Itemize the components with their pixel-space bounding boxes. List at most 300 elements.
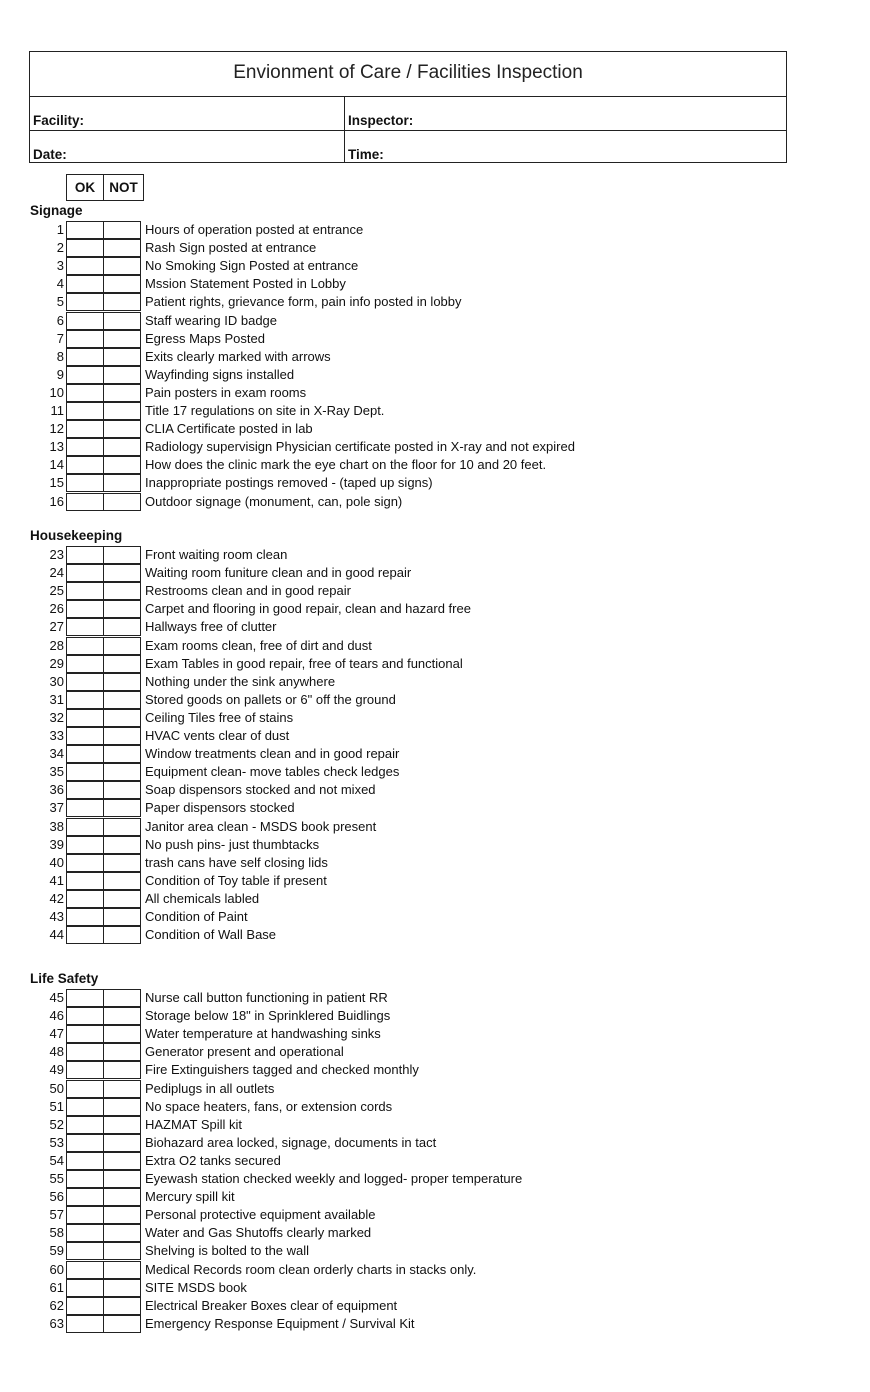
checklist-row — [0, 781, 870, 799]
checklist-row — [0, 456, 870, 474]
item-text: Exits clearly marked with arrows — [145, 348, 331, 364]
item-number: 62 — [49, 1297, 64, 1313]
ok-checkbox[interactable] — [66, 1206, 104, 1224]
checklist-row — [0, 818, 870, 836]
checklist-row — [0, 1152, 870, 1170]
not-checkbox[interactable] — [103, 908, 141, 926]
ok-checkbox[interactable] — [66, 564, 104, 582]
ok-checkbox[interactable] — [66, 384, 104, 402]
not-checkbox[interactable] — [103, 564, 141, 582]
item-text: Staff wearing ID badge — [145, 312, 278, 328]
ok-checkbox[interactable] — [66, 989, 104, 1007]
item-number: 10 — [49, 384, 64, 400]
item-text: Hours of operation posted at entrance — [145, 222, 364, 237]
checklist-row — [0, 989, 870, 1007]
checklist-row — [0, 312, 870, 330]
item-number: 45 — [49, 990, 64, 1005]
item-number: 48 — [49, 1044, 64, 1060]
ok-checkbox[interactable] — [66, 493, 104, 511]
not-checkbox[interactable] — [103, 600, 141, 618]
item-text: Water temperature at handwashing sinks — [145, 1026, 381, 1042]
item-number: 4 — [56, 276, 64, 292]
checklist-row — [0, 745, 870, 763]
checklist-row — [0, 582, 870, 600]
date-label: Date: — [33, 147, 67, 162]
item-text: Carpet and flooring in good repair, clean and hazard free — [145, 601, 471, 617]
ok-checkbox[interactable] — [66, 727, 104, 745]
item-text: Storage below 18" in Sprinklered Buidlings — [145, 1008, 391, 1024]
checklist-row — [0, 763, 870, 781]
checklist-row — [0, 420, 870, 438]
ok-checkbox[interactable] — [66, 438, 104, 456]
item-number: 52 — [49, 1116, 64, 1132]
ok-checkbox[interactable] — [66, 1007, 104, 1025]
item-text: Egress Maps Posted — [145, 330, 265, 346]
ok-checkbox[interactable] — [66, 600, 104, 618]
item-text: No push pins- just thumbtacks — [145, 836, 320, 852]
ok-checkbox[interactable] — [66, 366, 104, 384]
ok-checkbox[interactable] — [66, 836, 104, 854]
not-checkbox[interactable] — [103, 890, 141, 908]
item-text: Fire Extinguishers tagged and checked monthly — [145, 1062, 419, 1078]
item-text: CLIA Certificate posted in lab — [145, 421, 313, 437]
not-checkbox[interactable] — [103, 836, 141, 854]
item-number: 49 — [49, 1062, 64, 1078]
checklist-row — [0, 1025, 870, 1043]
ok-checkbox[interactable] — [66, 1043, 104, 1061]
checklist-row — [0, 673, 870, 691]
checklist-row — [0, 1098, 870, 1116]
item-text: Emergency Response Equipment / Survival Kit — [145, 1315, 415, 1331]
item-number: 23 — [49, 547, 64, 562]
item-text: Paper dispensors stocked — [145, 800, 295, 816]
item-number: 35 — [49, 764, 64, 780]
not-checkbox[interactable] — [103, 312, 141, 330]
item-text: Electrical Breaker Boxes clear of equipment — [145, 1297, 398, 1313]
not-checkbox[interactable] — [103, 546, 141, 564]
item-number: 38 — [49, 818, 64, 834]
item-number: 55 — [49, 1171, 64, 1186]
item-text: Nurse call button functioning in patient RR — [145, 990, 388, 1005]
item-number: 54 — [49, 1152, 64, 1168]
checklist-row — [0, 872, 870, 890]
header-column-divider — [344, 96, 345, 162]
item-text: No space heaters, fans, or extension cords — [145, 1098, 393, 1114]
item-text: HVAC vents clear of dust — [145, 728, 290, 743]
not-checkbox[interactable] — [103, 799, 141, 817]
not-checkbox[interactable] — [103, 763, 141, 781]
item-number: 12 — [49, 421, 64, 437]
checklist-row — [0, 384, 870, 402]
item-text: Water and Gas Shutoffs clearly marked — [145, 1225, 372, 1241]
not-checkbox[interactable] — [103, 691, 141, 709]
item-number: 3 — [56, 258, 64, 274]
checklist-row — [0, 257, 870, 275]
ok-checkbox[interactable] — [66, 293, 104, 311]
not-checkbox[interactable] — [103, 818, 141, 836]
item-text: Condition of Paint — [145, 909, 248, 924]
inspector-label: Inspector: — [348, 113, 414, 128]
ok-checkbox[interactable] — [66, 1297, 104, 1315]
checklist-row — [0, 1116, 870, 1134]
item-number: 61 — [49, 1279, 64, 1295]
not-checkbox[interactable] — [103, 257, 141, 275]
item-text: trash cans have self closing lids — [145, 854, 328, 870]
form-title: Envionment of Care / Facilities Inspection — [233, 62, 583, 83]
item-number: 56 — [49, 1189, 64, 1205]
item-text: Mssion Statement Posted in Lobby — [145, 276, 346, 292]
checklist-row — [0, 1261, 870, 1279]
item-text: Pain posters in exam rooms — [145, 384, 307, 400]
ok-checkbox[interactable] — [66, 1170, 104, 1188]
not-checkbox[interactable] — [103, 420, 141, 438]
item-number: 14 — [49, 457, 64, 473]
item-number: 63 — [49, 1315, 64, 1331]
item-text: Biohazard area locked, signage, documents in tact — [145, 1134, 437, 1150]
not-checkbox[interactable] — [103, 1025, 141, 1043]
time-label: Time: — [348, 147, 384, 162]
ok-checkbox[interactable] — [66, 745, 104, 763]
item-number: 2 — [56, 240, 64, 256]
item-number: 16 — [49, 493, 64, 509]
item-number: 33 — [49, 728, 64, 743]
checklist-row — [0, 546, 870, 564]
item-text: Mercury spill kit — [145, 1189, 235, 1205]
item-text: HAZMAT Spill kit — [145, 1116, 243, 1132]
item-text: Outdoor signage (monument, can, pole sign) — [145, 493, 403, 509]
not-checkbox[interactable] — [103, 275, 141, 293]
ok-checkbox[interactable] — [66, 763, 104, 781]
not-checkbox[interactable] — [103, 1279, 141, 1297]
checklist-row — [0, 1279, 870, 1297]
item-text: Rash Sign posted at entrance — [145, 240, 317, 256]
checklist-row — [0, 618, 870, 636]
section-title: Life Safety — [30, 971, 99, 986]
not-checkbox[interactable] — [103, 1098, 141, 1116]
ok-checkbox[interactable] — [66, 799, 104, 817]
ok-checkbox[interactable] — [66, 781, 104, 799]
checklist-row — [0, 1297, 870, 1315]
not-checkbox[interactable] — [103, 781, 141, 799]
item-number: 47 — [49, 1026, 64, 1042]
item-number: 6 — [56, 312, 64, 328]
not-checkbox[interactable] — [103, 1297, 141, 1315]
item-number: 36 — [49, 782, 64, 798]
checklist-row — [0, 348, 870, 366]
checklist-row — [0, 1206, 870, 1224]
item-number: 34 — [49, 746, 64, 762]
not-checkbox[interactable] — [103, 989, 141, 1007]
checklist-row — [0, 655, 870, 673]
item-text: Ceiling Tiles free of stains — [145, 709, 294, 725]
ok-checkbox[interactable] — [66, 872, 104, 890]
not-checkbox[interactable] — [103, 384, 141, 402]
not-checkbox[interactable] — [103, 673, 141, 691]
item-text: Equipment clean- move tables check ledges — [145, 764, 400, 780]
item-number: 30 — [49, 673, 64, 689]
checklist-row — [0, 438, 870, 456]
not-checkbox[interactable] — [103, 926, 141, 944]
ok-checkbox[interactable] — [66, 1098, 104, 1116]
ok-checkbox[interactable] — [66, 312, 104, 330]
item-text: How does the clinic mark the eye chart on the floor for 10 and 20 feet. — [145, 457, 547, 473]
item-number: 28 — [49, 637, 64, 653]
item-text: Soap dispensors stocked and not mixed — [145, 782, 376, 798]
ok-checkbox[interactable] — [66, 1134, 104, 1152]
ok-column-header: OK — [67, 175, 104, 200]
checklist-row — [0, 275, 870, 293]
checklist-row — [0, 1315, 870, 1333]
item-number: 24 — [49, 565, 64, 581]
item-text: Condition of Wall Base — [145, 927, 277, 943]
ok-checkbox[interactable] — [66, 474, 104, 492]
checklist-row — [0, 691, 870, 709]
checklist-row — [0, 727, 870, 745]
checklist-row — [0, 1080, 870, 1098]
checklist-row — [0, 600, 870, 618]
ok-checkbox[interactable] — [66, 330, 104, 348]
ok-checkbox[interactable] — [66, 239, 104, 257]
item-text: Wayfinding signs installed — [145, 366, 295, 382]
not-checkbox[interactable] — [103, 366, 141, 384]
form-header — [29, 51, 787, 163]
not-checkbox[interactable] — [103, 474, 141, 492]
checklist-row — [0, 1188, 870, 1206]
checklist-row — [0, 1061, 870, 1079]
ok-checkbox[interactable] — [66, 1279, 104, 1297]
not-checkbox[interactable] — [103, 709, 141, 727]
ok-checkbox[interactable] — [66, 1242, 104, 1260]
item-number: 15 — [49, 475, 64, 491]
ok-checkbox[interactable] — [66, 908, 104, 926]
ok-checkbox[interactable] — [66, 1080, 104, 1098]
not-checkbox[interactable] — [103, 637, 141, 655]
item-number: 29 — [49, 655, 64, 671]
item-text: Radiology supervisign Physician certificate posted in X-ray and not expired — [145, 439, 575, 455]
checklist-row — [0, 926, 870, 944]
item-text: Nothing under the sink anywhere — [145, 673, 336, 689]
item-text: Exam rooms clean, free of dirt and dust — [145, 637, 372, 653]
not-checkbox[interactable] — [103, 1152, 141, 1170]
not-checkbox[interactable] — [103, 348, 141, 366]
not-checkbox[interactable] — [103, 727, 141, 745]
item-text: All chemicals labled — [145, 890, 260, 906]
item-number: 41 — [49, 872, 64, 888]
item-number: 37 — [49, 800, 64, 816]
checklist-row — [0, 493, 870, 511]
not-checkbox[interactable] — [103, 582, 141, 600]
checklist-row — [0, 366, 870, 384]
not-checkbox[interactable] — [103, 1261, 141, 1279]
not-checkbox[interactable] — [103, 239, 141, 257]
item-number: 58 — [49, 1225, 64, 1241]
item-number: 11 — [50, 403, 64, 418]
ok-checkbox[interactable] — [66, 854, 104, 872]
checklist-row — [0, 637, 870, 655]
not-checkbox[interactable] — [103, 1206, 141, 1224]
not-checkbox[interactable] — [103, 293, 141, 311]
item-text: Restrooms clean and in good repair — [145, 583, 351, 599]
not-checkbox[interactable] — [103, 854, 141, 872]
item-number: 57 — [49, 1207, 64, 1223]
ok-checkbox[interactable] — [66, 348, 104, 366]
checklist-row — [0, 890, 870, 908]
not-checkbox[interactable] — [103, 745, 141, 763]
checklist-row — [0, 239, 870, 257]
not-checkbox[interactable] — [103, 1242, 141, 1260]
item-number: 9 — [56, 366, 64, 382]
facility-label: Facility: — [33, 113, 85, 128]
ok-checkbox[interactable] — [66, 257, 104, 275]
item-number: 13 — [49, 439, 64, 455]
ok-checkbox[interactable] — [66, 1152, 104, 1170]
not-checkbox[interactable] — [103, 618, 141, 636]
section-title: Signage — [30, 203, 83, 218]
item-text: Condition of Toy table if present — [145, 872, 327, 888]
item-text: Janitor area clean - MSDS book present — [145, 818, 377, 834]
item-number: 46 — [49, 1008, 64, 1024]
item-text: Medical Records room clean orderly charts in stacks only. — [145, 1261, 477, 1277]
checklist-row — [0, 908, 870, 926]
ok-checkbox[interactable] — [66, 637, 104, 655]
item-number: 32 — [49, 709, 64, 725]
item-text: Window treatments clean and in good repair — [145, 746, 400, 762]
checklist-row — [0, 709, 870, 727]
item-number: 50 — [49, 1080, 64, 1096]
header-divider — [30, 130, 786, 131]
ok-checkbox[interactable] — [66, 420, 104, 438]
not-checkbox[interactable] — [103, 438, 141, 456]
not-checkbox[interactable] — [103, 872, 141, 890]
item-number: 31 — [49, 691, 64, 707]
ok-checkbox[interactable] — [66, 926, 104, 944]
checklist-row — [0, 564, 870, 582]
not-checkbox[interactable] — [103, 493, 141, 511]
item-text: Generator present and operational — [145, 1044, 344, 1060]
item-text: Shelving is bolted to the wall — [145, 1243, 310, 1259]
checklist-row — [0, 330, 870, 348]
checklist-row — [0, 1134, 870, 1152]
ok-checkbox[interactable] — [66, 691, 104, 709]
not-checkbox[interactable] — [103, 1315, 141, 1333]
ok-checkbox[interactable] — [66, 818, 104, 836]
not-checkbox[interactable] — [103, 330, 141, 348]
item-text: Waiting room funiture clean and in good repair — [145, 565, 412, 581]
ok-checkbox[interactable] — [66, 221, 104, 239]
item-text: Front waiting room clean — [145, 547, 288, 562]
not-checkbox[interactable] — [103, 1080, 141, 1098]
item-number: 39 — [49, 836, 64, 852]
item-text: Inappropriate postings removed - (taped up signs) — [145, 475, 433, 491]
ok-checkbox[interactable] — [66, 890, 104, 908]
not-checkbox[interactable] — [103, 1061, 141, 1079]
not-checkbox[interactable] — [103, 1116, 141, 1134]
ok-checkbox[interactable] — [66, 546, 104, 564]
item-number: 51 — [49, 1098, 64, 1114]
item-number: 8 — [56, 348, 64, 364]
item-text: Pediplugs in all outlets — [145, 1080, 275, 1096]
not-column-header: NOT — [109, 180, 138, 195]
column-headers — [66, 174, 144, 201]
ok-checkbox[interactable] — [66, 655, 104, 673]
item-text: No Smoking Sign Posted at entrance — [145, 258, 359, 274]
item-number: 25 — [49, 583, 64, 599]
ok-checkbox[interactable] — [66, 1116, 104, 1134]
item-number: 60 — [49, 1261, 64, 1277]
ok-checkbox[interactable] — [66, 582, 104, 600]
ok-checkbox[interactable] — [66, 673, 104, 691]
item-number: 53 — [49, 1134, 64, 1150]
not-checkbox[interactable] — [103, 1007, 141, 1025]
checklist-row — [0, 1170, 870, 1188]
ok-checkbox[interactable] — [66, 456, 104, 474]
checklist-row — [0, 293, 870, 311]
checklist-row — [0, 1242, 870, 1260]
ok-checkbox[interactable] — [66, 275, 104, 293]
ok-checkbox[interactable] — [66, 402, 104, 420]
not-checkbox[interactable] — [103, 221, 141, 239]
ok-checkbox[interactable] — [66, 618, 104, 636]
ok-checkbox[interactable] — [66, 1025, 104, 1043]
item-text: Stored goods on pallets or 6" off the ground — [145, 691, 396, 707]
checklist-row — [0, 221, 870, 239]
item-number: 27 — [49, 619, 64, 635]
not-checkbox[interactable] — [103, 456, 141, 474]
item-number: 5 — [56, 294, 64, 310]
item-text: Hallways free of clutter — [145, 619, 277, 635]
ok-checkbox[interactable] — [66, 1315, 104, 1333]
ok-checkbox[interactable] — [66, 1188, 104, 1206]
checklist-row — [0, 854, 870, 872]
ok-checkbox[interactable] — [66, 709, 104, 727]
item-number: 59 — [49, 1243, 64, 1259]
item-number: 26 — [49, 601, 64, 617]
ok-checkbox[interactable] — [66, 1224, 104, 1242]
checklist-row — [0, 402, 870, 420]
not-checkbox[interactable] — [103, 1170, 141, 1188]
item-number: 1 — [56, 222, 64, 237]
item-text: Personal protective equipment available — [145, 1207, 376, 1223]
item-text: Title 17 regulations on site in X-Ray Dept. — [145, 403, 385, 418]
not-checkbox[interactable] — [103, 655, 141, 673]
section-title: Housekeeping — [30, 528, 123, 543]
item-text: SITE MSDS book — [145, 1279, 247, 1295]
not-checkbox[interactable] — [103, 1188, 141, 1206]
checklist-row — [0, 474, 870, 492]
not-checkbox[interactable] — [103, 1134, 141, 1152]
not-checkbox[interactable] — [103, 1043, 141, 1061]
header-divider — [30, 96, 786, 97]
checklist-row — [0, 1043, 870, 1061]
not-checkbox[interactable] — [103, 1224, 141, 1242]
item-number: 42 — [49, 890, 64, 906]
checklist-row — [0, 836, 870, 854]
item-number: 43 — [49, 909, 64, 924]
item-text: Eyewash station checked weekly and logged- proper temperature — [145, 1171, 523, 1186]
item-number: 44 — [49, 927, 64, 943]
item-number: 7 — [56, 330, 64, 346]
not-checkbox[interactable] — [103, 402, 141, 420]
item-text: Patient rights, grievance form, pain info posted in lobby — [145, 294, 462, 310]
item-text: Exam Tables in good repair, free of tears and functional — [145, 655, 463, 671]
checklist-row — [0, 1224, 870, 1242]
ok-checkbox[interactable] — [66, 1261, 104, 1279]
checklist-row — [0, 1007, 870, 1025]
item-text: Extra O2 tanks secured — [145, 1152, 281, 1168]
checklist-row — [0, 799, 870, 817]
item-number: 40 — [49, 854, 64, 870]
ok-checkbox[interactable] — [66, 1061, 104, 1079]
